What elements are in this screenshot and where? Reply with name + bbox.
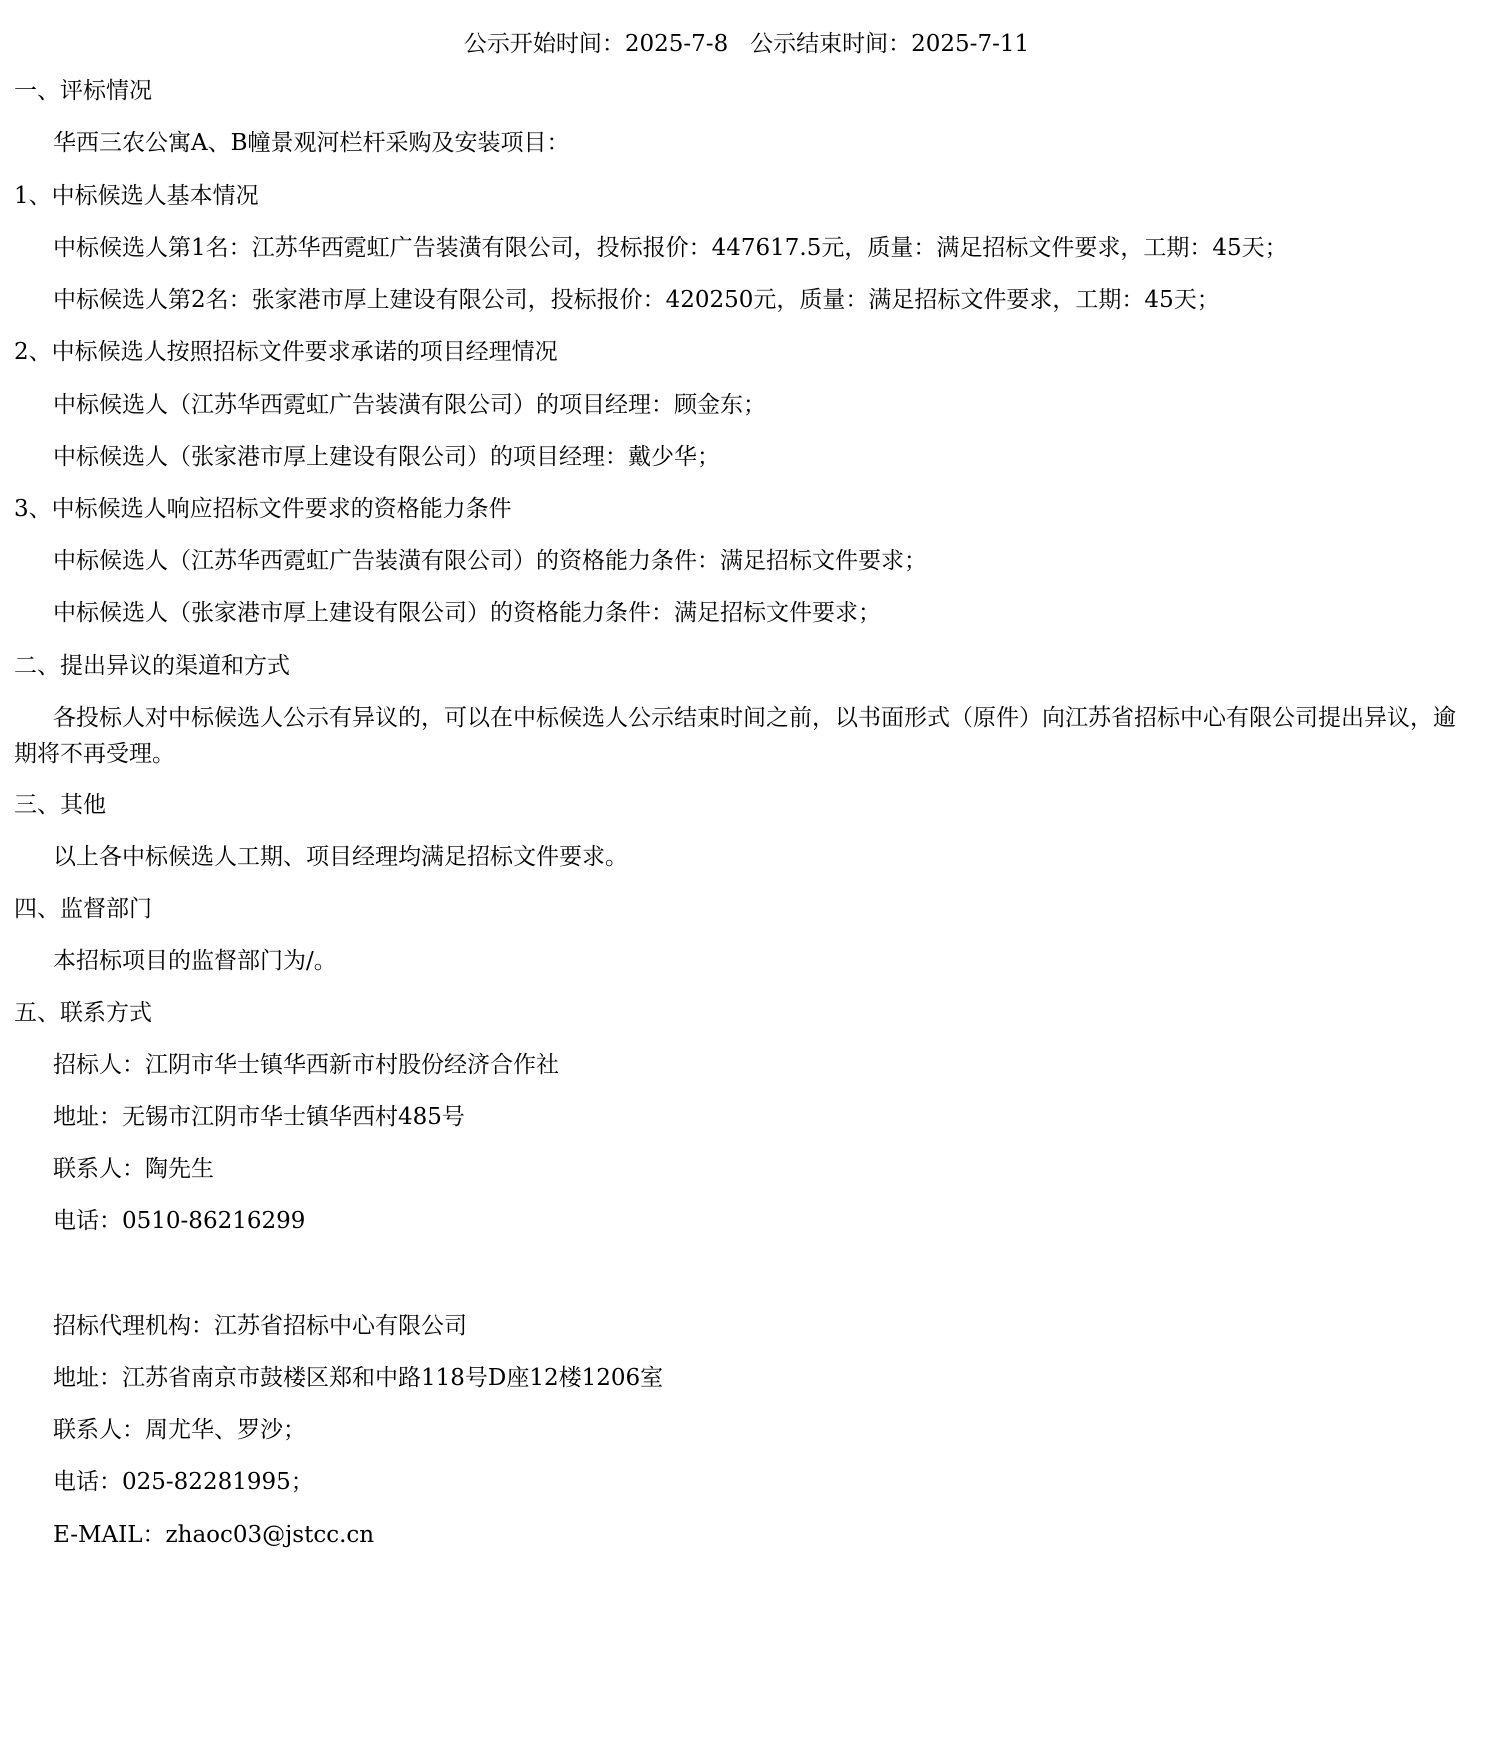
section-heading-objection: 二、提出异议的渠道和方式 (14, 653, 290, 679)
tenderer-contact-person: 联系人：陶先生 (53, 1156, 214, 1182)
objection-text: 各投标人对中标候选人公示有异议的，可以在中标候选人公示结束时间之前，以书面形式（原件）向江苏省招标中心有限公司提出异议，逾期将不再受理。 (14, 705, 1456, 767)
candidate-2-info: 中标候选人第2名：张家港市厚上建设有限公司，投标报价：420250元，质量：满足招标文件要求，工期：45天； (53, 287, 1220, 313)
candidate-1-manager: 中标候选人（江苏华西霓虹广告装潢有限公司）的项目经理：顾金东； (53, 392, 766, 418)
subsection-title-candidates: 1、中标候选人基本情况 (14, 183, 259, 209)
candidate-1-info: 中标候选人第1名：江苏华西霓虹广告装潢有限公司，投标报价：447617.5元，质量：满足招标文件要求，工期：45天； (53, 235, 1288, 261)
agency-name: 招标代理机构：江苏省招标中心有限公司 (53, 1313, 467, 1339)
agency-contact-person: 联系人：周尤华、罗沙； (53, 1417, 306, 1443)
subsection-title-qualifications: 3、中标候选人响应招标文件要求的资格能力条件 (14, 496, 512, 522)
tenderer-name: 招标人：江阴市华士镇华西新市村股份经济合作社 (53, 1052, 559, 1078)
section-heading-other: 三、其他 (14, 792, 106, 818)
subsection-title-managers: 2、中标候选人按照招标文件要求承诺的项目经理情况 (14, 339, 558, 365)
supervision-text: 本招标项目的监督部门为/。 (53, 948, 337, 974)
section-heading-contact: 五、联系方式 (14, 1000, 152, 1026)
tenderer-address: 地址：无锡市江阴市华士镇华西村485号 (53, 1104, 465, 1130)
section-heading-evaluation: 一、评标情况 (14, 78, 152, 104)
publicity-dates: 公示开始时间：2025-7-8 公示结束时间：2025-7-11 (463, 31, 1030, 57)
agency-address: 地址：江苏省南京市鼓楼区郑和中路118号D座12楼1206室 (53, 1365, 664, 1391)
tenderer-phone: 电话：0510-86216299 (53, 1208, 306, 1234)
candidate-2-manager: 中标候选人（张家港市厚上建设有限公司）的项目经理：戴少华； (53, 444, 720, 470)
project-name: 华西三农公寓A、B幢景观河栏杆采购及安装项目： (53, 130, 570, 156)
candidate-2-qualification: 中标候选人（张家港市厚上建设有限公司）的资格能力条件：满足招标文件要求； (53, 600, 881, 626)
section-heading-supervision: 四、监督部门 (14, 896, 152, 922)
other-text: 以上各中标候选人工期、项目经理均满足招标文件要求。 (53, 844, 628, 870)
candidate-1-qualification: 中标候选人（江苏华西霓虹广告装潢有限公司）的资格能力条件：满足招标文件要求； (53, 548, 927, 574)
agency-email: E-MAIL：zhaoc03@jstcc.cn (53, 1522, 375, 1548)
agency-phone: 电话：025-82281995； (53, 1469, 314, 1495)
